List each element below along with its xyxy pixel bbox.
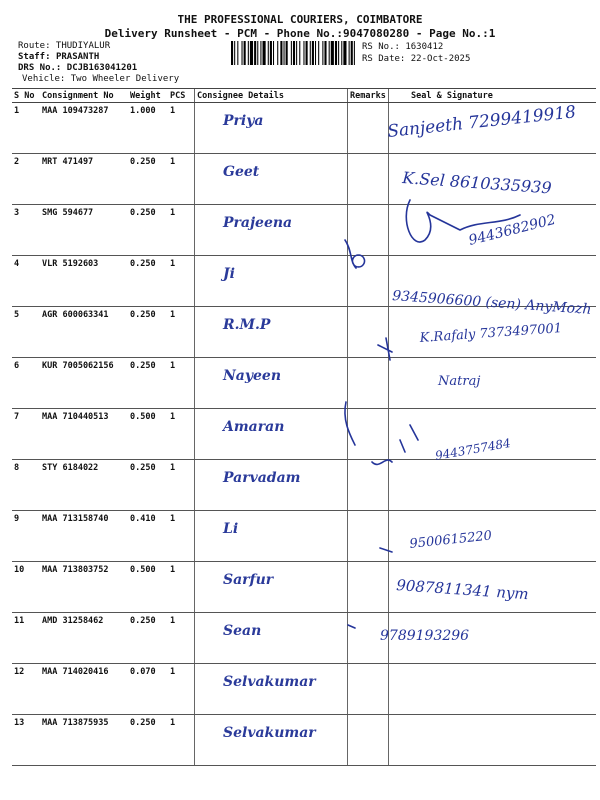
row-consignment-no: STY 6184022 [40, 460, 128, 511]
table-row [12, 307, 596, 358]
row-sno: 6 [12, 358, 40, 409]
row-pcs: 1 [168, 103, 195, 154]
row-sno: 9 [12, 511, 40, 562]
row-signature [389, 358, 597, 409]
row-consignment-no: SMG 594677 [40, 205, 128, 256]
barcode-bar [322, 41, 323, 65]
barcode-bar [303, 41, 304, 65]
row-remarks [348, 205, 389, 256]
row-weight: 0.500 [128, 409, 168, 460]
row-consignment-no: AMD 31258462 [40, 613, 128, 664]
row-signature [389, 613, 597, 664]
row-consignee: Amaran [195, 409, 348, 460]
table-row [12, 358, 596, 409]
row-weight: 1.000 [128, 103, 168, 154]
row-consignment-no: VLR 5192603 [40, 256, 128, 307]
table-row [12, 664, 596, 715]
runsheet-title: Delivery Runsheet - PCM - Phone No.:9047080280 - Page No.:1 [104, 27, 496, 40]
barcode-bar [286, 41, 288, 65]
row-remarks [348, 715, 389, 766]
table-row [12, 256, 596, 307]
row-pcs: 1 [168, 715, 195, 766]
row-signature [389, 511, 597, 562]
row-sno: 2 [12, 154, 40, 205]
row-weight: 0.410 [128, 511, 168, 562]
row-weight: 0.250 [128, 256, 168, 307]
table-row [12, 205, 596, 256]
company-title: THE PROFESSIONAL COURIERS, COIMBATORE [177, 13, 423, 26]
table-row [12, 715, 596, 766]
barcode-bar [329, 41, 330, 65]
row-signature [389, 715, 597, 766]
barcode-bar [296, 41, 297, 65]
handwritten-signature: 9789193296 [380, 628, 470, 644]
row-pcs: 1 [168, 358, 195, 409]
row-sno: 8 [12, 460, 40, 511]
row-remarks [348, 562, 389, 613]
row-consignee: Prajeena [195, 205, 348, 256]
row-consignment-no: MAA 714020416 [40, 664, 128, 715]
row-pcs: 1 [168, 307, 195, 358]
drs-number: DCJB163041201 [66, 63, 138, 73]
handwritten-signature: 9443682902 [467, 211, 558, 249]
barcode-bar [310, 41, 311, 65]
handwritten-signature: Sanjeeth 7299419918 [386, 102, 577, 142]
row-signature [389, 307, 597, 358]
barcode-bar [331, 41, 334, 65]
row-sno: 7 [12, 409, 40, 460]
rs-date: RS Date: 22-Oct-2025 [362, 54, 471, 64]
row-consignment-no: MAA 710440513 [40, 409, 128, 460]
row-consignee: Priya [195, 103, 348, 154]
drs-label: DRS No.: [18, 63, 62, 73]
col-consignment: Consignment No [40, 89, 128, 103]
row-signature [389, 103, 597, 154]
handwritten-signature: 9087811341 nym [395, 576, 530, 604]
row-pcs: 1 [168, 154, 195, 205]
staff-name: PRASANTH [55, 52, 100, 62]
row-signature [389, 562, 597, 613]
row-remarks [348, 358, 389, 409]
row-consignee: Ji [195, 256, 348, 307]
row-consignment-no: MAA 713875935 [40, 715, 128, 766]
col-seal-signature: Seal & Signature [389, 89, 597, 103]
row-weight: 0.250 [128, 613, 168, 664]
row-signature [389, 460, 597, 511]
barcode-bar [293, 41, 295, 65]
table-row [12, 103, 596, 154]
row-consignee: Parvadam [195, 460, 348, 511]
row-sno: 5 [12, 307, 40, 358]
barcode-bar [250, 41, 253, 65]
row-remarks [348, 256, 389, 307]
barcode [231, 41, 357, 65]
row-consignment-no: KUR 7005062156 [40, 358, 128, 409]
barcode-bar [268, 41, 269, 65]
row-consignee: R.M.P [195, 307, 348, 358]
row-weight: 0.250 [128, 205, 168, 256]
barcode-bar [248, 41, 249, 65]
row-pcs: 1 [168, 205, 195, 256]
barcode-bar [284, 41, 285, 65]
row-consignee: Sarfur [195, 562, 348, 613]
table-row [12, 460, 596, 511]
barcode-bar [324, 41, 326, 65]
barcode-bar [315, 41, 316, 65]
row-weight: 0.250 [128, 307, 168, 358]
row-weight: 0.070 [128, 664, 168, 715]
row-signature [389, 409, 597, 460]
barcode-bar [349, 41, 350, 65]
runsheet-table [12, 88, 596, 766]
row-consignment-no: MRT 471497 [40, 154, 128, 205]
row-remarks [348, 511, 389, 562]
table-row [12, 511, 596, 562]
row-remarks [348, 460, 389, 511]
handwritten-signature: K.Sel 8610335939 [401, 168, 553, 198]
table-row [12, 409, 596, 460]
barcode-bar [306, 41, 308, 65]
barcode-bar [263, 41, 266, 65]
row-consignee: Geet [195, 154, 348, 205]
barcode-bar [270, 41, 272, 65]
table-row [12, 562, 596, 613]
row-consignment-no: MAA 109473287 [40, 103, 128, 154]
row-pcs: 1 [168, 511, 195, 562]
row-consignee: Selvakumar [195, 715, 348, 766]
staff-label: Staff: [18, 52, 51, 62]
barcode-bar [354, 41, 355, 65]
col-sno: S No [12, 89, 40, 103]
vehicle-text: Vehicle: Two Wheeler Delivery [22, 74, 180, 84]
barcode-bar [291, 41, 292, 65]
row-sno: 4 [12, 256, 40, 307]
barcode-bar [299, 41, 300, 65]
col-weight: Weight [128, 89, 168, 103]
row-consignment-no: AGR 600063341 [40, 307, 128, 358]
rs-number: RS No.: 1630412 [362, 42, 444, 52]
row-remarks [348, 103, 389, 154]
row-pcs: 1 [168, 256, 195, 307]
table-row [12, 154, 596, 205]
handwritten-signature: K.Rafaly 7373497001 [419, 321, 563, 346]
table-row [12, 613, 596, 664]
row-consignment-no: MAA 713803752 [40, 562, 128, 613]
row-pcs: 1 [168, 409, 195, 460]
col-consignee: Consignee Details [195, 89, 348, 103]
barcode-bar [280, 41, 282, 65]
row-pcs: 1 [168, 460, 195, 511]
row-sno: 3 [12, 205, 40, 256]
row-consignee: Sean [195, 613, 348, 664]
handwritten-signature: 9443757484 [434, 435, 512, 463]
row-pcs: 1 [168, 613, 195, 664]
row-remarks [348, 613, 389, 664]
row-consignee: Li [195, 511, 348, 562]
barcode-bar [343, 41, 346, 65]
row-weight: 0.500 [128, 562, 168, 613]
barcode-bar [273, 41, 274, 65]
barcode-bar [244, 41, 246, 65]
barcode-bar [257, 41, 258, 65]
row-pcs: 1 [168, 562, 195, 613]
row-weight: 0.250 [128, 715, 168, 766]
row-consignment-no: MAA 713158740 [40, 511, 128, 562]
row-sno: 13 [12, 715, 40, 766]
barcode-bar [242, 41, 243, 65]
table-header-row [12, 89, 596, 103]
row-remarks [348, 154, 389, 205]
row-signature [389, 664, 597, 715]
route-text: Route: THUDIYALUR [18, 41, 111, 51]
row-signature [389, 205, 597, 256]
row-remarks [348, 664, 389, 715]
row-weight: 0.250 [128, 460, 168, 511]
handwritten-signature: 9345906600 (sen) AnyMozh [391, 288, 592, 318]
row-pcs: 1 [168, 664, 195, 715]
barcode-bar [231, 41, 233, 65]
barcode-bar [341, 41, 342, 65]
row-weight: 0.250 [128, 358, 168, 409]
staff-row [18, 52, 99, 63]
row-signature [389, 256, 597, 307]
barcode-bar [254, 41, 256, 65]
handwritten-signature: Natraj [438, 374, 481, 389]
row-signature [389, 154, 597, 205]
row-weight: 0.250 [128, 154, 168, 205]
barcode-bar [318, 41, 319, 65]
row-sno: 11 [12, 613, 40, 664]
row-consignee: Nayeen [195, 358, 348, 409]
barcode-bar [335, 41, 337, 65]
barcode-bar [338, 41, 339, 65]
barcode-bar [234, 41, 235, 65]
row-remarks [348, 307, 389, 358]
barcode-bar [312, 41, 314, 65]
drs-row [18, 63, 137, 74]
row-sno: 1 [12, 103, 40, 154]
barcode-bar [237, 41, 238, 65]
row-consignee: Selvakumar [195, 664, 348, 715]
row-sno: 10 [12, 562, 40, 613]
row-remarks [348, 409, 389, 460]
barcode-bar [277, 41, 278, 65]
row-sno: 12 [12, 664, 40, 715]
col-pcs: PCS [168, 89, 195, 103]
barcode-bar [351, 41, 353, 65]
barcode-bar [260, 41, 261, 65]
handwritten-signature: 9500615220 [408, 528, 493, 552]
col-remarks: Remarks [348, 89, 389, 103]
